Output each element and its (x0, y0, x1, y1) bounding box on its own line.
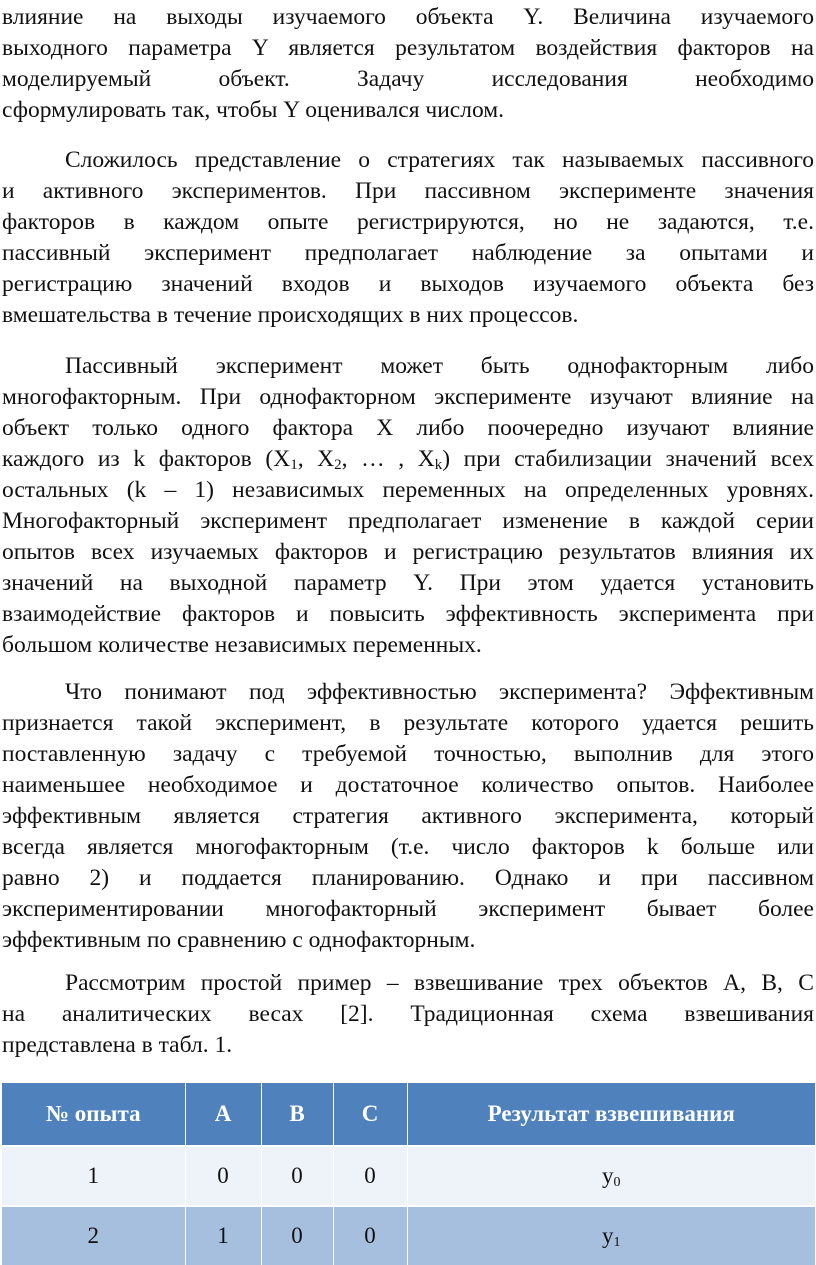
text-line: сформулировать так, чтобы Y оценивался числом. (2, 97, 505, 123)
text-line: Рассмотрим простой пример – взвешивание трех объектов A, B, C (65, 970, 814, 996)
text-line: объект только одного фактора X либо поочередно изучают влияние (2, 415, 814, 441)
cell-a: 1 (185, 1206, 261, 1265)
cell-number: 2 (2, 1206, 185, 1265)
table-row (2, 1206, 815, 1265)
text-line: факторов в каждом опыте регистрируются, но не задаются, т.е. (2, 209, 814, 235)
text-line: опытов всех изучаемых факторов и регистрацию результатов влияния их (2, 539, 814, 565)
cell-number: 1 (2, 1146, 185, 1206)
text-line: Что понимают под эффективностью эксперимента? Эффективным (65, 679, 814, 705)
header-b: B (261, 1083, 333, 1146)
header-c: C (333, 1083, 407, 1146)
text-line: взаимодействие факторов и повысить эффективность эксперимента при (2, 601, 814, 627)
text-line: выходного параметра Y является результатом воздействия факторов на (2, 35, 814, 61)
text-line: моделируемый объект. Задачу исследования необходимо (2, 66, 814, 92)
text-line: Сложилось представление о стратегиях так называемых пассивного (65, 147, 814, 173)
header-a: A (185, 1083, 261, 1146)
text-line: влияние на выходы изучаемого объекта Y. Величина изучаемого (2, 4, 814, 30)
cell-c: 0 (333, 1206, 407, 1265)
paragraph-3 (2, 351, 814, 661)
text-line: Многофакторный эксперимент предполагает изменение в каждой серии (2, 508, 814, 534)
text-line: на аналитических весах [2]. Традиционная схема взвешивания (2, 1001, 814, 1027)
paragraph-2 (2, 145, 814, 331)
text-line: значений на выходной параметр Y. При этом удается установить (2, 570, 814, 596)
paragraph-1 (2, 2, 814, 126)
text-line: пассивный эксперимент предполагает наблюдение за опытами и (2, 240, 814, 266)
text-line: всегда является многофакторным (т.е. число факторов k больше или (2, 834, 814, 860)
text-line: многофакторным. При однофакторном эксперименте изучают влияние на (2, 384, 814, 410)
text-line: эффективным по сравнению с однофакторным. (2, 927, 476, 953)
text-line: Пассивный эксперимент может быть однофакторным либо (65, 353, 814, 379)
cell-a: 0 (185, 1146, 261, 1206)
text-line: равно 2) и поддается планированию. Однако и при пассивном (2, 865, 814, 891)
weighing-table (2, 1083, 815, 1265)
table-row (2, 1146, 815, 1206)
header-weighing-result: Результат взвешивания (407, 1083, 815, 1146)
text-line: вмешательства в течение происходящих в них процессов. (2, 302, 579, 328)
text-line: регистрацию значений входов и выходов изучаемого объекта без (2, 271, 814, 297)
text-line: признается такой эксперимент, в результате которого удается решить (2, 710, 814, 736)
table-header-row (2, 1083, 815, 1146)
text-line: большом количестве независимых переменных. (2, 632, 482, 658)
header-experiment-number: № опыта (2, 1083, 185, 1146)
text-line-with-subscripts: каждого из k факторов ($X_1$, $X_2$, … , $X_k$) при стабилизации значений всех (2, 446, 814, 473)
text-line: экспериментировании многофакторный эксперимент бывает более (2, 896, 814, 922)
text-line: представлена в табл. 1. (2, 1032, 233, 1058)
cell-result: y0 (407, 1146, 815, 1206)
text-line: поставленную задачу с требуемой точностью, выполнив для этого (2, 741, 814, 767)
paragraph-4 (2, 677, 814, 956)
cell-c: 0 (333, 1146, 407, 1206)
text-line: эффективным является стратегия активного эксперимента, который (2, 803, 814, 829)
text-line: наименьшее необходимое и достаточное количество опытов. Наиболее (2, 772, 814, 798)
cell-b: 0 (261, 1146, 333, 1206)
text-line: и активного экспериментов. При пассивном эксперименте значения (2, 178, 814, 204)
cell-b: 0 (261, 1206, 333, 1265)
text-line: остальных (k – 1) независимых переменных на определенных уровнях. (2, 477, 814, 503)
cell-result: y1 (407, 1206, 815, 1265)
paragraph-5 (2, 968, 814, 1061)
